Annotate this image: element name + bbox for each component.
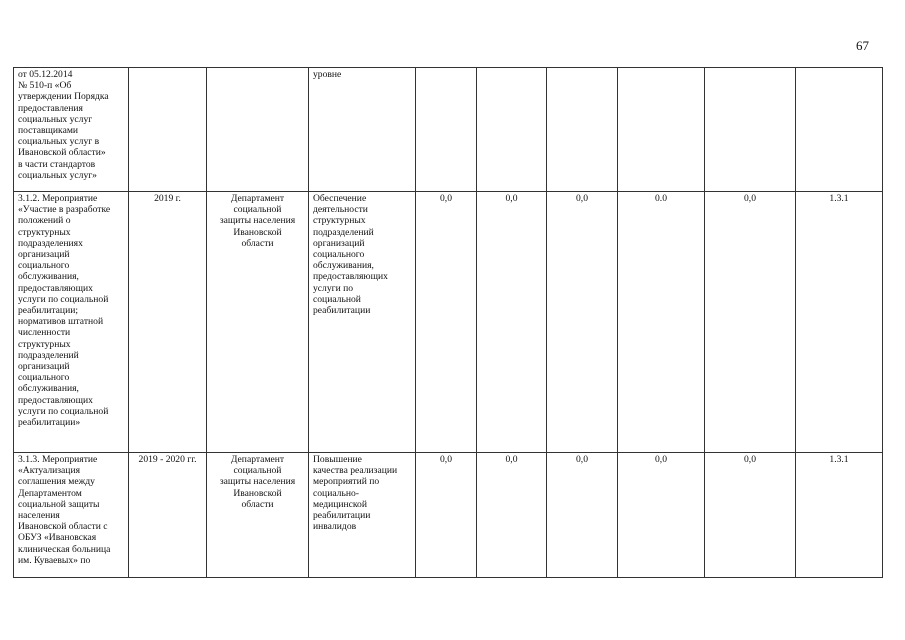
value-cell: 0,0	[547, 453, 618, 578]
value-cell	[477, 68, 547, 192]
value-cell: 0,0	[618, 453, 705, 578]
value-cell: 0,0	[416, 192, 477, 453]
executor-cell: Департамент социальной защиты населения Ивановской области	[207, 192, 309, 453]
value-cell: 0,0	[705, 192, 796, 453]
value-cell: 0,0	[477, 453, 547, 578]
value-cell: 0.0	[618, 192, 705, 453]
table-row	[14, 453, 883, 578]
value-cell	[705, 68, 796, 192]
value-cell	[416, 68, 477, 192]
executor-cell	[207, 68, 309, 192]
table-row	[14, 68, 883, 192]
table-row	[14, 192, 883, 453]
value-cell	[547, 68, 618, 192]
result-cell: уровне	[309, 68, 416, 192]
value-cell: 0,0	[416, 453, 477, 578]
value-cell: 0,0	[705, 453, 796, 578]
period-cell	[129, 68, 207, 192]
indicator-cell	[796, 68, 883, 192]
indicator-cell: 1.3.1	[796, 192, 883, 453]
measures-table	[13, 67, 883, 578]
period-cell: 2019 - 2020 гг.	[129, 453, 207, 578]
value-cell: 0,0	[477, 192, 547, 453]
result-cell: Повышение качества реализации мероприятий по социально- медицинской реабилитации инвалидов	[309, 453, 416, 578]
page-number: 67	[856, 38, 869, 53]
value-cell	[618, 68, 705, 192]
measure-cell: от 05.12.2014 № 510-п «Об утверждении Порядка предоставления социальных услуг поставщиками социальных услуг в Ивановской области» в части стандартов социальных услуг»	[14, 68, 129, 192]
value-cell: 0,0	[547, 192, 618, 453]
executor-cell: Департамент социальной защиты населения Ивановской области	[207, 453, 309, 578]
measure-cell: 3.1.2. Мероприятие «Участие в разработке положений о структурных подразделениях организаций социального обслуживания, предоставляющих услуги по социальной реабилитации; нормативов штатной численности структурных подразделений организаций социального обслуживания, предоставляющих услуги по социальной реабилитации»	[14, 192, 129, 453]
result-cell: Обеспечение деятельности структурных подразделений организаций социального обслуживания, предоставляющих услуги по социальной реабилитации	[309, 192, 416, 453]
measure-cell: 3.1.3. Мероприятие «Актуализация соглашения между Департаментом социальной защиты населения Ивановской области с ОБУЗ «Ивановская клиническая больница им. Куваевых» по	[14, 453, 129, 578]
indicator-cell: 1.3.1	[796, 453, 883, 578]
period-cell: 2019 г.	[129, 192, 207, 453]
